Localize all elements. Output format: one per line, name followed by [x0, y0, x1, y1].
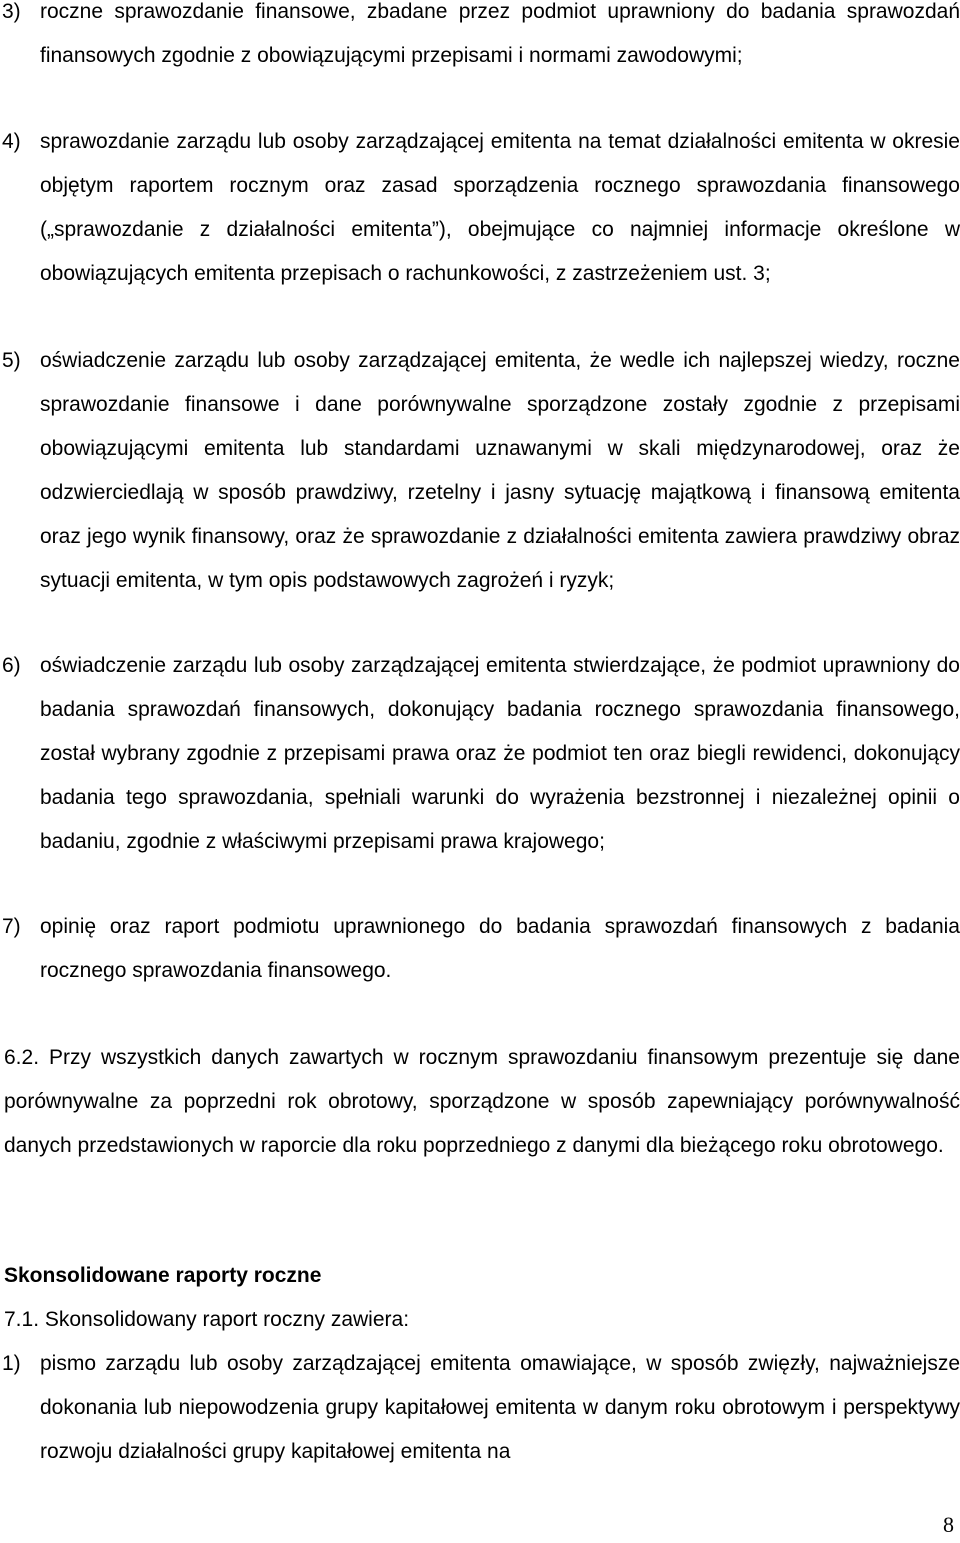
list-item-6	[2, 644, 960, 864]
paragraph-6-2: 6.2. Przy wszystkich danych zawartych w rocznym sprawozdaniu finansowym prezentuje się dane porównywalne za poprzedni rok obrotowy, sporządzone w sposób zapewniający porównywalność danych przedstawionych w raporcie dla roku poprzedniego z danymi dla bieżącego roku obrotowego.	[4, 1046, 960, 1157]
list-item-text: oświadczenie zarządu lub osoby zarządzającej emitenta, że wedle ich najlepszej wiedzy, roczne sprawozdanie finansowe i dane porównywalne sporządzone zostały zgodnie z przepisami obowiązującymi emitenta lub standardami uznawanymi w skali międzynarodowej, oraz że odzwierciedlają w sposób prawdziwy, rzetelny i jasny sytuację majątkową i finansową emitenta oraz jego wynik finansowy, oraz że sprawozdanie z działalności emitenta zawiera prawdziwy obraz sytuacji emitenta, w tym opis podstawowych zagrożeń i ryzyk;	[40, 349, 960, 592]
list-item-number: 3)	[2, 0, 21, 23]
list-item-3	[2, 0, 960, 78]
paragraph-7-1: 7.1. Skonsolidowany raport roczny zawiera:	[4, 1308, 410, 1331]
section-heading: Skonsolidowane raporty roczne	[4, 1264, 322, 1287]
list-item-text: oświadczenie zarządu lub osoby zarządzającej emitenta stwierdzające, że podmiot uprawniony do badania sprawozdań finansowych, dokonujący badania rocznego sprawozdania finansowego, został wybrany zgodnie z przepisami prawa oraz że podmiot ten oraz biegli rewidenci, dokonujący badania tego sprawozdania, spełniali warunki do wyrażenia bezstronnej i niezależnej opinii o badaniu, zgodnie z właściwymi przepisami prawa krajowego;	[40, 654, 960, 853]
list-item-5	[2, 339, 960, 603]
list-item-number: 7)	[2, 915, 21, 938]
list-item-4	[2, 120, 960, 296]
list-item-7	[2, 905, 960, 993]
list-item-text: roczne sprawozdanie finansowe, zbadane przez podmiot uprawniony do badania sprawozdań finansowych zgodnie z obowiązującymi przepisami i normami zawodowymi;	[40, 0, 960, 67]
list-item-number: 4)	[2, 130, 21, 153]
list-item-1	[2, 1342, 960, 1474]
page-number: 8	[943, 1512, 954, 1537]
list-item-number: 1)	[2, 1352, 21, 1375]
list-item-text: pismo zarządu lub osoby zarządzającej emitenta omawiające, w sposób zwięzły, najważniejsze dokonania lub niepowodzenia grupy kapitałowej emitenta w danym roku obrotowym i perspektywy rozwoju działalności grupy kapitałowej emitenta na	[40, 1352, 960, 1463]
list-item-text: sprawozdanie zarządu lub osoby zarządzającej emitenta na temat działalności emitenta w okresie objętym raportem rocznym oraz zasad sporządzenia rocznego sprawozdania finansowego („sprawozdanie z działalności emitenta”), obejmujące co najmniej informacje określone w obowiązujących emitenta przepisach o rachunkowości, z zastrzeżeniem ust. 3;	[40, 130, 960, 285]
list-item-number: 5)	[2, 349, 21, 372]
list-item-number: 6)	[2, 654, 21, 677]
list-item-text: opinię oraz raport podmiotu uprawnionego do badania sprawozdań finansowych z badania rocznego sprawozdania finansowego.	[40, 915, 960, 982]
